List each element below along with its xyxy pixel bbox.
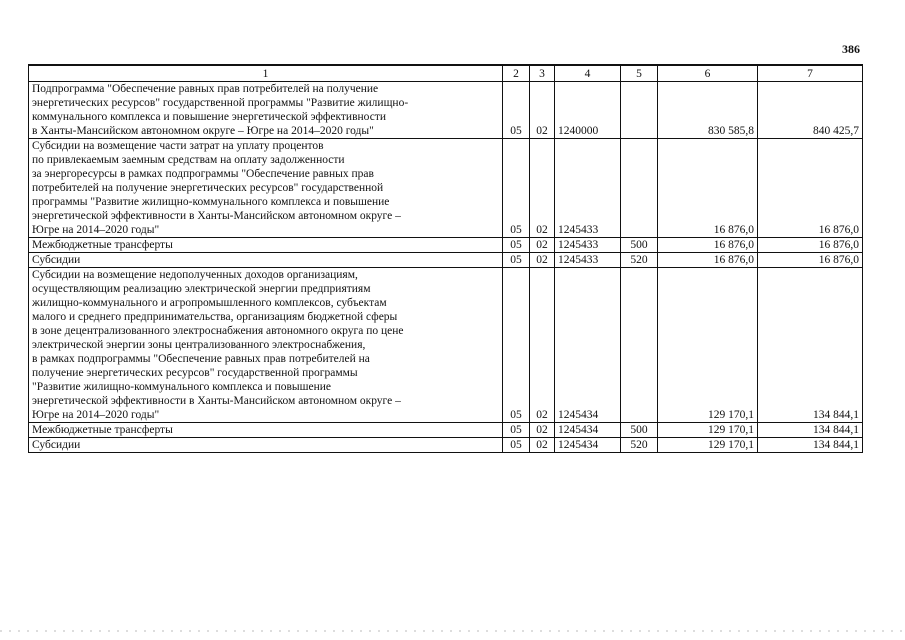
- column-header: 1: [29, 65, 503, 82]
- cell-col6: 129 170,1: [658, 438, 758, 453]
- cell-col6: 16 876,0: [658, 139, 758, 238]
- row-description: Подпрограмма "Обеспечение равных прав потребителей на получение энергетических ресурсов" государственной программы "Развитие жилищно- коммунального комплекса и повышение энергетической эффективности в Ханты-Мансийском автономном округе – Югре на 2014–2020 годы": [29, 82, 503, 139]
- cell-col3: 02: [530, 82, 555, 139]
- cell-col5: 520: [621, 438, 658, 453]
- cell-col5: [621, 82, 658, 139]
- cell-col7: 134 844,1: [758, 438, 863, 453]
- row-description: Межбюджетные трансферты: [29, 423, 503, 438]
- table-row: [29, 268, 863, 423]
- cell-col4: 1245433: [555, 253, 621, 268]
- cell-col5: [621, 268, 658, 423]
- column-header: 2: [503, 65, 530, 82]
- cell-col2: 05: [503, 438, 530, 453]
- row-description: Субсидии: [29, 438, 503, 453]
- table-row: [29, 423, 863, 438]
- cell-col7: 134 844,1: [758, 423, 863, 438]
- cell-col3: 02: [530, 253, 555, 268]
- cell-col3: 02: [530, 438, 555, 453]
- row-description: Субсидии: [29, 253, 503, 268]
- cell-col2: 05: [503, 139, 530, 238]
- row-description: Субсидии на возмещение части затрат на уплату процентов по привлекаемым заемным средствам на оплату задолженности за энергоресурсы в рамках подпрограммы "Обеспечение равных прав потребителей на получение энергетических ресурсов" государственной программы "Развитие жилищно-коммунального комплекса и повышение энергетической эффективности в Ханты-Мансийском автономном округе – Югре на 2014–2020 годы": [29, 139, 503, 238]
- cell-col5: 500: [621, 238, 658, 253]
- cell-col2: 05: [503, 238, 530, 253]
- cell-col4: 1240000: [555, 82, 621, 139]
- cell-col4: 1245434: [555, 438, 621, 453]
- table-row: [29, 139, 863, 238]
- table-row: [29, 438, 863, 453]
- cell-col4: 1245434: [555, 268, 621, 423]
- table-header-row: [29, 65, 863, 82]
- cell-col6: 129 170,1: [658, 423, 758, 438]
- cell-col5: [621, 139, 658, 238]
- column-header: 7: [758, 65, 863, 82]
- cell-col7: 16 876,0: [758, 253, 863, 268]
- cell-col4: 1245433: [555, 139, 621, 238]
- cell-col2: 05: [503, 253, 530, 268]
- page-number: 386: [842, 42, 860, 56]
- cell-col4: 1245433: [555, 238, 621, 253]
- table-row: [29, 238, 863, 253]
- budget-table: [28, 64, 863, 453]
- cell-col6: 129 170,1: [658, 268, 758, 423]
- cell-col2: 05: [503, 423, 530, 438]
- table-row: [29, 82, 863, 139]
- cell-col6: 16 876,0: [658, 238, 758, 253]
- cell-col2: 05: [503, 82, 530, 139]
- cell-col7: 16 876,0: [758, 139, 863, 238]
- table-row: [29, 253, 863, 268]
- column-header: 3: [530, 65, 555, 82]
- cell-col4: 1245434: [555, 423, 621, 438]
- cell-col5: 520: [621, 253, 658, 268]
- cell-col6: 16 876,0: [658, 253, 758, 268]
- cell-col3: 02: [530, 268, 555, 423]
- cell-col5: 500: [621, 423, 658, 438]
- column-header: 4: [555, 65, 621, 82]
- row-description: Межбюджетные трансферты: [29, 238, 503, 253]
- cell-col7: 16 876,0: [758, 238, 863, 253]
- scan-noise-strip: [0, 630, 905, 632]
- column-header: 5: [621, 65, 658, 82]
- cell-col3: 02: [530, 238, 555, 253]
- cell-col7: 134 844,1: [758, 268, 863, 423]
- cell-col3: 02: [530, 139, 555, 238]
- cell-col2: 05: [503, 268, 530, 423]
- cell-col6: 830 585,8: [658, 82, 758, 139]
- column-header: 6: [658, 65, 758, 82]
- row-description: Субсидии на возмещение недополученных доходов организациям, осуществляющим реализацию электрической энергии предприятиям жилищно-коммунального и агропромышленного комплексов, субъектам малого и среднего предпринимательства, организациям бюджетной сферы в зоне децентрализованного электроснабжения автономного округа по цене электрической энергии зоны централизованного электроснабжения, в рамках подпрограммы "Обеспечение равных прав потребителей на получение энергетических ресурсов" государственной программы "Развитие жилищно-коммунального комплекса и повышение энергетической эффективности в Ханты-Мансийском автономном округе – Югре на 2014–2020 годы": [29, 268, 503, 423]
- cell-col7: 840 425,7: [758, 82, 863, 139]
- cell-col3: 02: [530, 423, 555, 438]
